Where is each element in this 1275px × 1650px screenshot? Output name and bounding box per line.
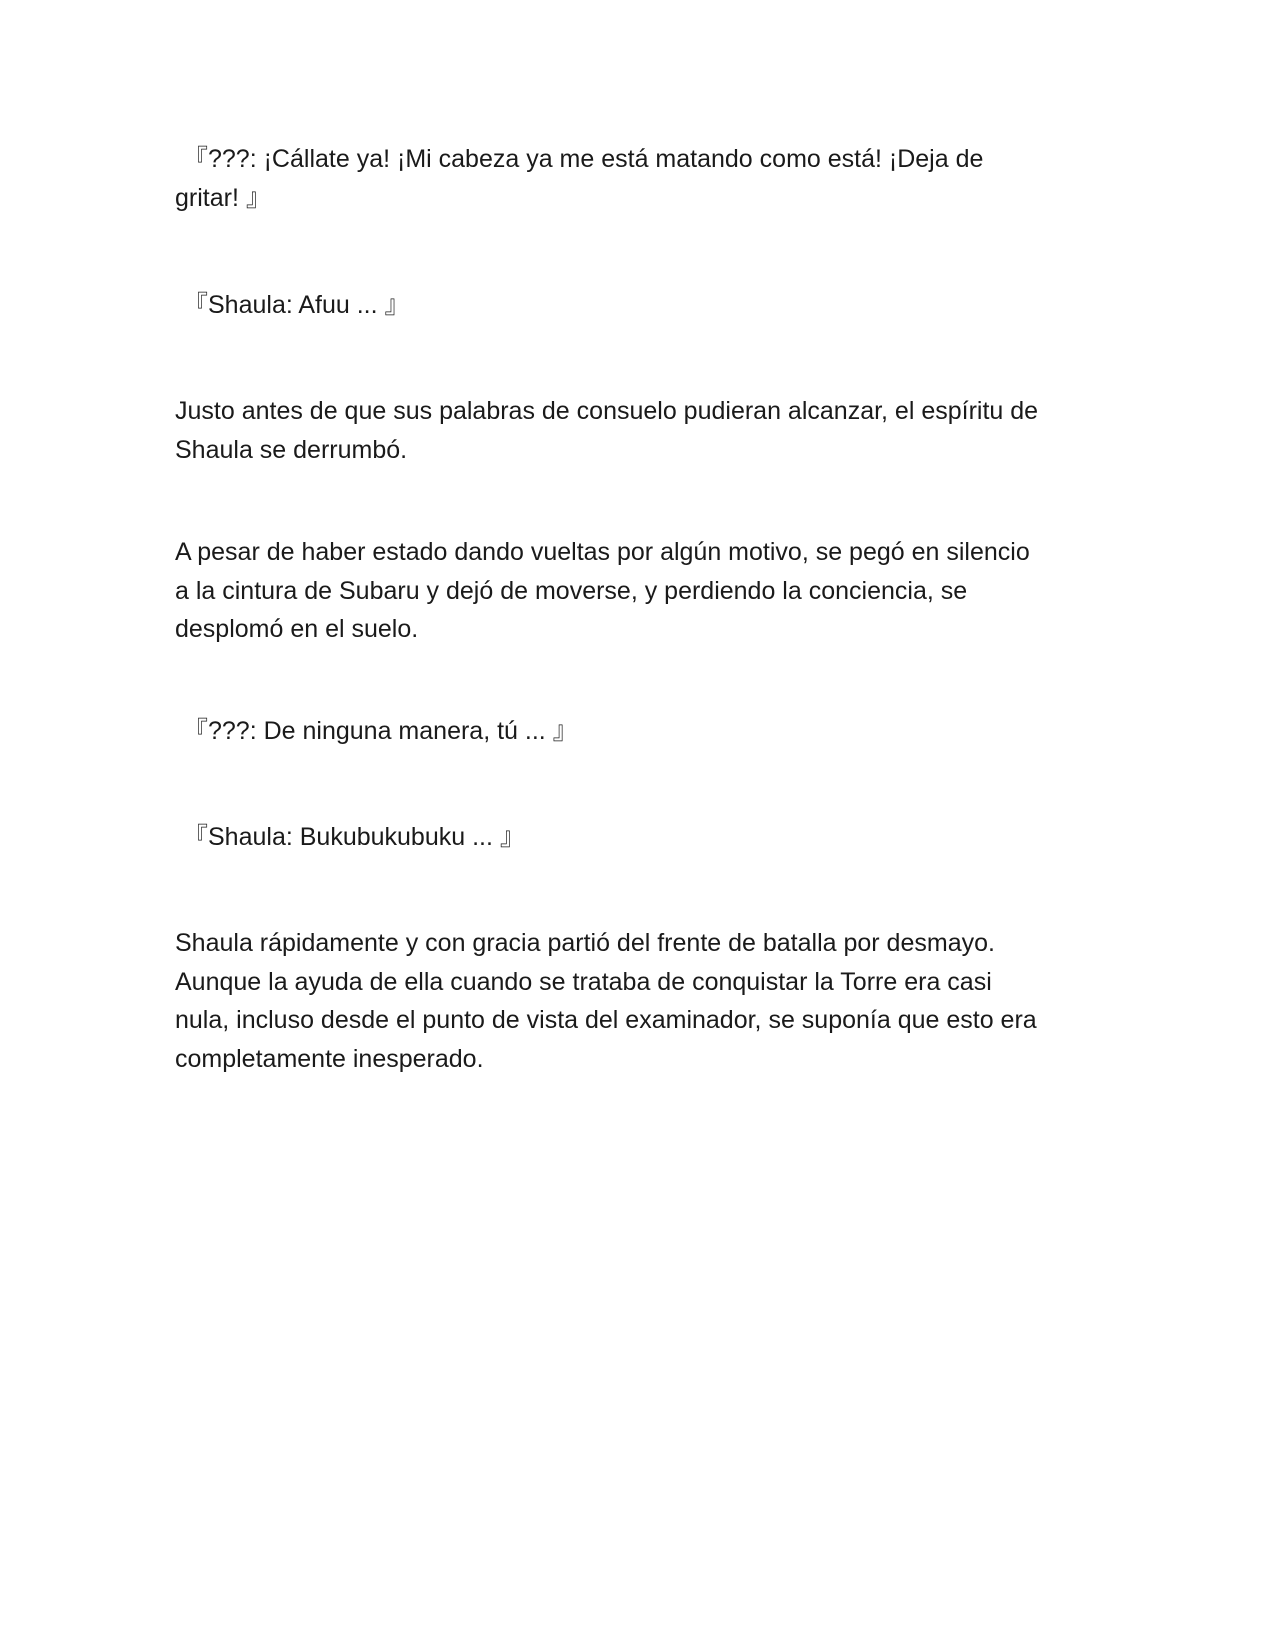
narration-paragraph-2 [175, 533, 1095, 649]
text-line: desplomó en el suelo. [175, 615, 419, 643]
text-line: 『???: ¡Cállate ya! ¡Mi cabeza ya me está matando como está! ¡Deja de [183, 145, 984, 173]
text-line: Aunque la ayuda de ella cuando se trataba de conquistar la Torre era casi [175, 967, 992, 996]
dialogue-paragraph-3 [175, 712, 1095, 751]
narration-paragraph-3 [175, 924, 1095, 1078]
narration-paragraph-1 [175, 392, 1095, 469]
text-line: 『???: De ninguna manera, tú ... 』 [183, 717, 578, 745]
text-line: 『Shaula: Afuu ... 』 [183, 291, 410, 319]
text-line: A pesar de haber estado dando vueltas por algún motivo, se pegó en silencio [175, 538, 1030, 566]
text-line: gritar! 』 [175, 183, 271, 212]
text-line: 『Shaula: Bukubukubuku ... 』 [183, 823, 525, 851]
text-line: Justo antes de que sus palabras de consuelo pudieran alcanzar, el espíritu de [175, 397, 1039, 425]
text-line: a la cintura de Subaru y dejó de moverse, y perdiendo la conciencia, se [175, 576, 968, 605]
dialogue-paragraph-2 [175, 286, 1095, 325]
dialogue-paragraph-4 [175, 818, 1095, 857]
text-line: nula, incluso desde el punto de vista del examinador, se suponía que esto era [175, 1006, 1037, 1034]
dialogue-paragraph-1 [175, 140, 1095, 217]
text-line: completamente inesperado. [175, 1044, 484, 1073]
text-line: Shaula rápidamente y con gracia partió del frente de batalla por desmayo. [175, 929, 995, 957]
text-line: Shaula se derrumbó. [175, 435, 408, 464]
